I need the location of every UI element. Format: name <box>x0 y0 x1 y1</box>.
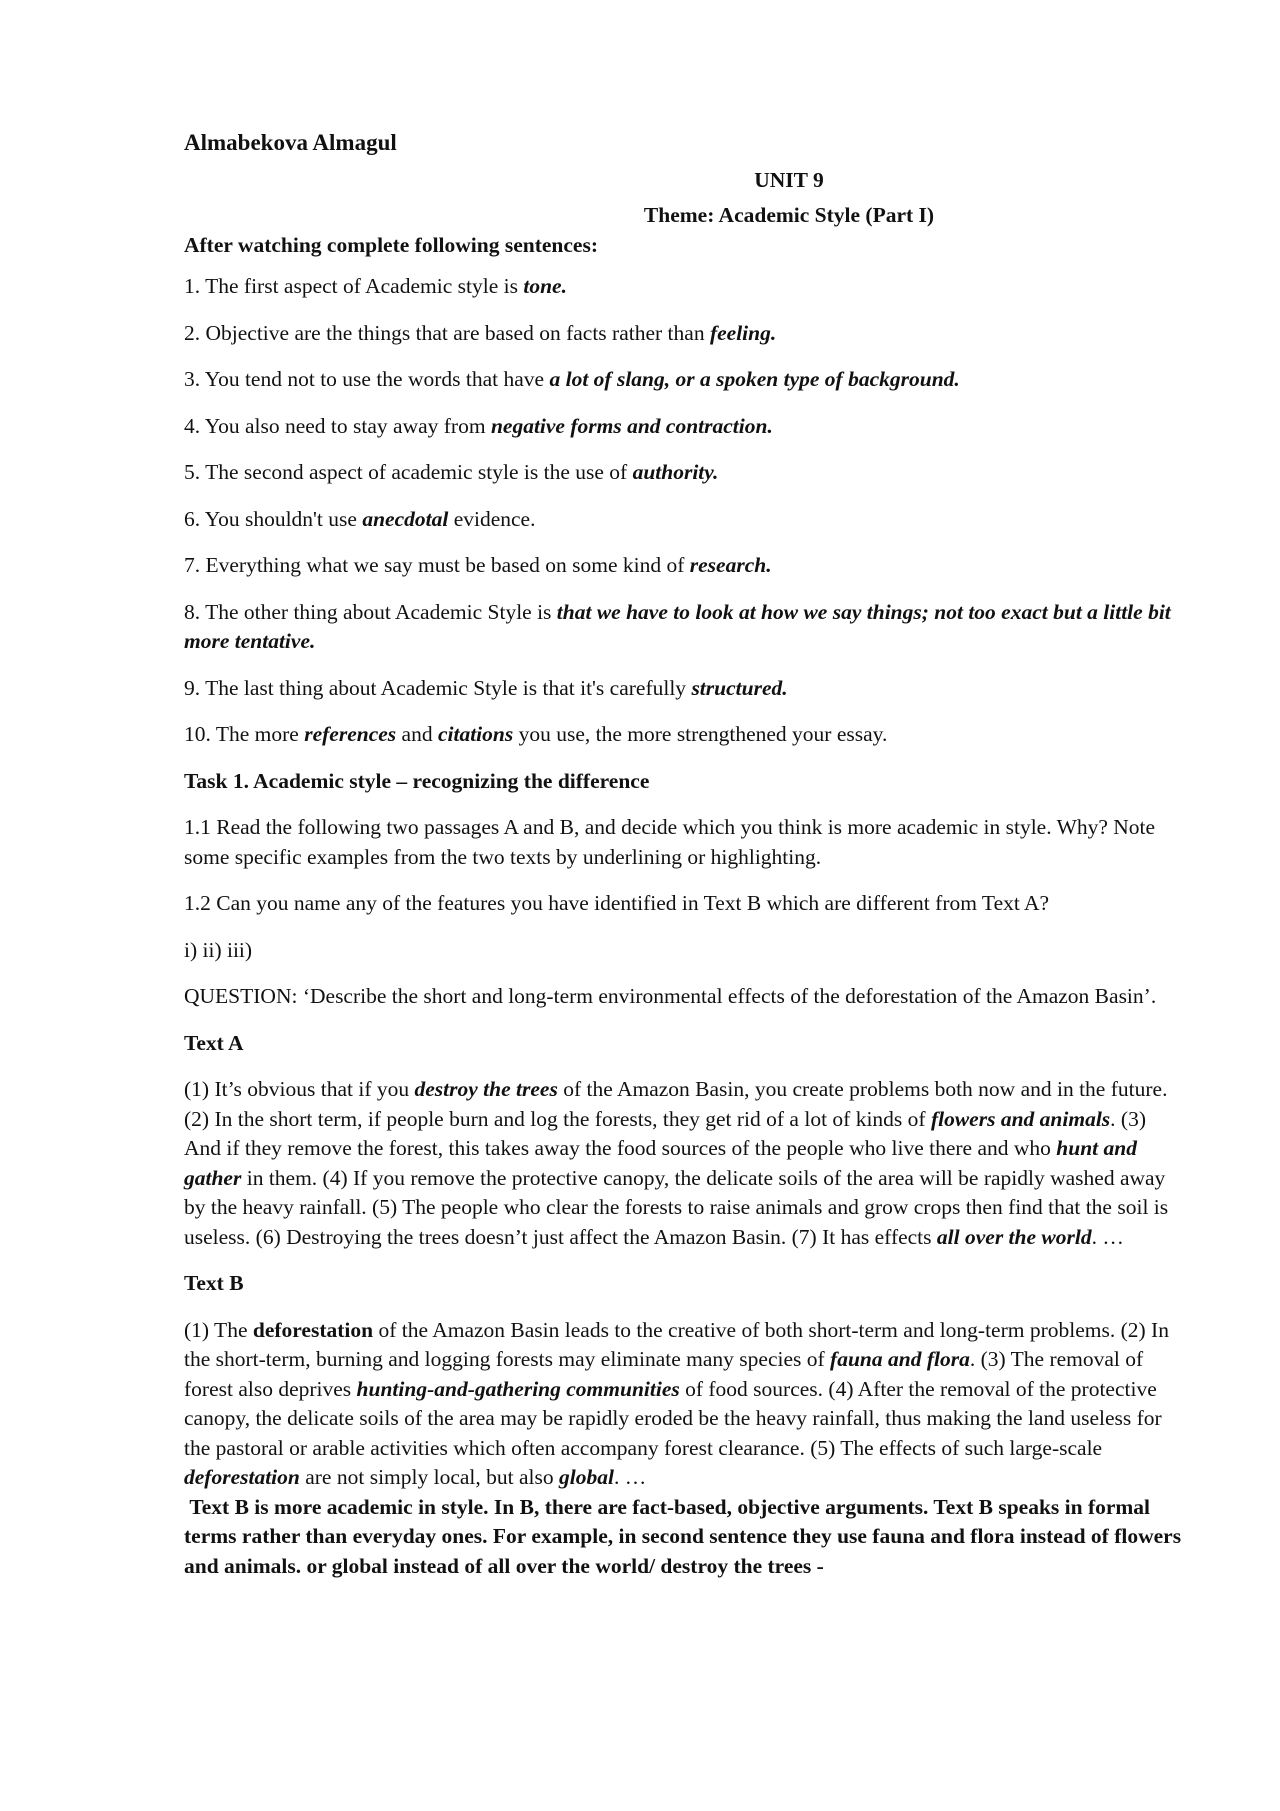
sentence-item: 1. The first aspect of Academic style is tone. <box>184 274 567 298</box>
instruction-heading: After watching complete following sentences: <box>184 232 598 257</box>
answer-paragraph: Text B is more academic in style. In B, there are fact-based, objective arguments. Text B speaks in formal terms rather than everyday ones. For example, in second sentence they use fauna and flora instead of flowers and animals. or global instead of all over the world/ destroy the trees - <box>184 1494 1187 1578</box>
text-b-paragraph: (1) The deforestation of the Amazon Basin leads to the creative of both short-term and long-term problems. (2) In the short-term, burning and logging forests may eliminate many species of fauna and flora. (3) The removal of forest also deprives hunting-and-gathering communities of food sources. (4) After the removal of the protective canopy, the delicate soils of the area may be rapidly eroded be the heavy rainfall, thus making the land useless for the pastoral or arable activities which often accompany forest clearance. (5) The effects of such large-scale deforestation are not simply local, but also global. … <box>184 1317 1169 1489</box>
author-name: Almabekova Almagul <box>184 130 397 155</box>
text-a-title: Text A <box>184 1030 244 1055</box>
sentence-item: 4. You also need to stay away from negative forms and contraction. <box>184 413 773 438</box>
text-a-paragraph: (1) It’s obvious that if you destroy the trees of the Amazon Basin, you create problems both now and in the future. (2) In the short term, if people burn and log the forests, they get rid of a lot of kinds of flowers and animals. (3) And if they remove the forest, this takes away the food sources of the people who live there and who hunt and gather in them. (4) If you remove the protective canopy, the delicate soils of the area will be rapidly washed away by the heavy rainfall. (5) The people who clear the forests to raise animals and grow crops then find that the soil is useless. (6) Destroying the trees doesn’t just affect the Amazon Basin. (7) It has effects all over the world. … <box>184 1077 1169 1249</box>
sentence-item: 8. The other thing about Academic Style is that we have to look at how we say things; not too exact but a little bit more tentative. <box>184 599 1171 653</box>
sentence-item: 6. You shouldn't use anecdotal evidence. <box>184 506 536 531</box>
task-question-1-2: 1.2 Can you name any of the features you have identified in Text B which are different from Text A? <box>184 891 1050 915</box>
sentence-list <box>184 272 1184 750</box>
essay-question: QUESTION: ‘Describe the short and long-term environmental effects of the deforestation of the Amazon Basin’. <box>184 984 1157 1008</box>
sentence-item: 10. The more references and citations you use, the more strengthened your essay. <box>184 722 888 746</box>
task-title: Task 1. Academic style – recognizing the difference <box>184 768 650 793</box>
sentence-item: 3. You tend not to use the words that have a lot of slang, or a spoken type of background. <box>184 367 960 391</box>
answer-placeholders: i) ii) iii) <box>184 937 253 962</box>
sentence-item: 7. Everything what we say must be based on some kind of research. <box>184 553 772 577</box>
sentence-item: 2. Objective are the things that are based on facts rather than feeling. <box>184 320 777 345</box>
unit-heading: UNIT 9 <box>754 167 824 192</box>
text-b-title: Text B <box>184 1271 244 1295</box>
task-question-1-1: 1.1 Read the following two passages A and B, and decide which you think is more academic in style. Why? Note some specific examples from the two texts by underlining or highlighting. <box>184 815 1156 869</box>
sentence-item: 9. The last thing about Academic Style is that it's carefully structured. <box>184 675 788 700</box>
theme-heading: Theme: Academic Style (Part I) <box>643 203 935 227</box>
document-page <box>184 128 1187 1581</box>
sentence-item: 5. The second aspect of academic style is the use of authority. <box>184 460 719 484</box>
